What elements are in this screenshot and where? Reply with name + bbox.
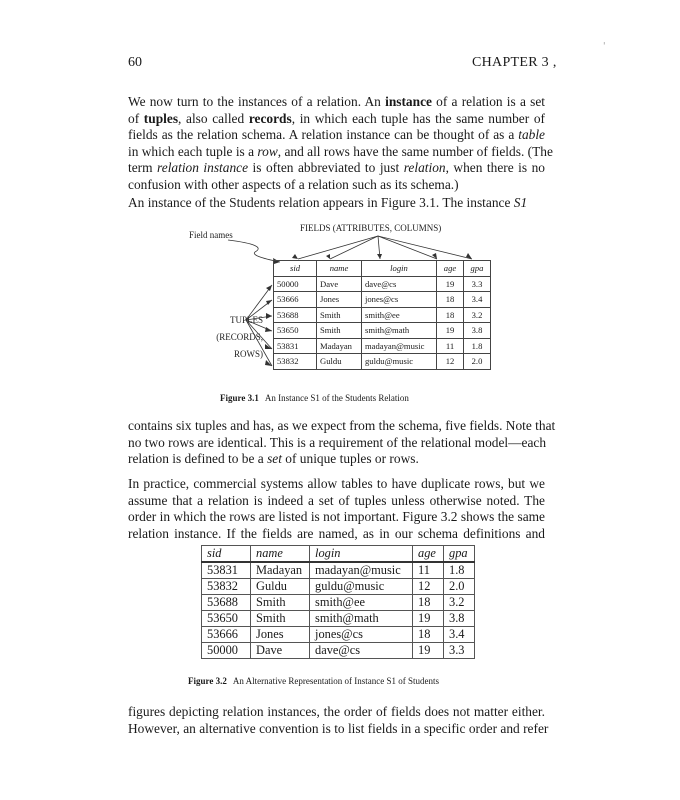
table-row	[202, 562, 475, 579]
students-table-alternative	[201, 545, 475, 659]
fields-arrow	[378, 236, 437, 259]
text-line: assume that a relation is indeed a set of tuples unless otherwise noted. The	[128, 492, 545, 508]
table-cell: 3.2	[444, 595, 475, 611]
table-header-row	[202, 546, 475, 563]
column-header: sid	[202, 546, 251, 563]
table-cell: 11	[437, 338, 464, 354]
table-cell: 3.4	[464, 292, 491, 308]
table-cell: 2.0	[464, 354, 491, 370]
text-line: fields as the relation schema. A relation instance can be thought of as a table	[128, 127, 545, 143]
text-line: confusion with other aspects of a relation such as its schema.)	[128, 176, 459, 192]
column-header: gpa	[464, 261, 491, 277]
table-row	[274, 354, 491, 370]
column-header: name	[317, 261, 362, 277]
column-header: age	[413, 546, 444, 563]
tuples-arrow	[246, 320, 272, 349]
table-cell: madayan@music	[310, 562, 413, 579]
table-cell: 19	[437, 323, 464, 339]
text-line: In practice, commercial systems allow tables to have duplicate rows, but we	[128, 476, 545, 491]
figure-caption: Figure 3.2 An Alternative Representation of Instance S1 of Students	[188, 676, 440, 686]
table-cell: dave@cs	[362, 276, 437, 292]
table-cell: 53666	[202, 627, 251, 643]
table-cell: 53650	[202, 611, 251, 627]
table-cell: Smith	[251, 611, 310, 627]
table-row	[202, 643, 475, 659]
table-row	[202, 627, 475, 643]
students-table-s1	[273, 260, 491, 370]
table-cell: 3.3	[444, 643, 475, 659]
text-line: contains six tuples and has, as we expect from the schema, five fields. Note that	[128, 418, 556, 433]
table-cell: 53688	[202, 595, 251, 611]
table-cell: Smith	[251, 595, 310, 611]
text-line: relation is defined to be a set of unique tuples or rows.	[128, 451, 419, 467]
table-cell: Madayan	[251, 562, 310, 579]
page-number: 60	[128, 55, 142, 70]
table-cell: smith@ee	[310, 595, 413, 611]
table-cell: 50000	[274, 276, 317, 292]
table-row	[274, 292, 491, 308]
tuples-label-line: (RECORDS,	[216, 332, 263, 342]
column-header: name	[251, 546, 310, 563]
table-cell: smith@math	[362, 323, 437, 339]
table-row	[202, 579, 475, 595]
table-cell: 19	[413, 643, 444, 659]
column-header: gpa	[444, 546, 475, 563]
table-header-row	[274, 261, 491, 277]
table-cell: 53832	[202, 579, 251, 595]
table-cell: Guldu	[251, 579, 310, 595]
text-line: no two rows are identical. This is a requirement of the relational model—each	[128, 434, 547, 450]
chapter-title-text: CHAPTER 3	[472, 55, 549, 70]
text-line: figures depicting relation instances, the order of fields does not matter either.	[128, 704, 545, 719]
table-row	[274, 338, 491, 354]
table-cell: 1.8	[464, 338, 491, 354]
text-line: order in which the rows are listed is not important. Figure 3.2 shows the same	[128, 509, 545, 525]
column-header: login	[362, 261, 437, 277]
field-names-arrow	[228, 240, 280, 262]
table-cell: Guldu	[317, 354, 362, 370]
table-cell: 11	[413, 562, 444, 579]
table-cell: jones@cs	[362, 292, 437, 308]
table-cell: Smith	[317, 307, 362, 323]
paragraph-duplicate-rows	[128, 476, 545, 542]
table-cell: 53666	[274, 292, 317, 308]
chapter-mark: ,	[552, 55, 557, 70]
table-cell: 18	[437, 307, 464, 323]
table-cell: 53831	[274, 338, 317, 354]
text-line: We now turn to the instances of a relation. An instance of a relation is a set	[128, 94, 545, 109]
text-line: An instance of the Students relation appears in Figure 3.1. The instance S1	[128, 195, 528, 210]
table-cell: Smith	[317, 323, 362, 339]
fields-arrow	[378, 236, 472, 259]
figure-caption: Figure 3.1 An Instance S1 of the Students Relation	[220, 393, 409, 403]
table-cell: guldu@music	[362, 354, 437, 370]
table-cell: guldu@music	[310, 579, 413, 595]
table-cell: 3.3	[464, 276, 491, 292]
table-cell: 53650	[274, 323, 317, 339]
table-cell: 12	[437, 354, 464, 370]
table-row	[274, 323, 491, 339]
table-cell: jones@cs	[310, 627, 413, 643]
table-cell: 2.0	[444, 579, 475, 595]
table-row	[274, 276, 491, 292]
table-cell: 3.8	[444, 611, 475, 627]
column-header: sid	[274, 261, 317, 277]
table-cell: dave@cs	[310, 643, 413, 659]
table-cell: 3.2	[464, 307, 491, 323]
table-cell: smith@math	[310, 611, 413, 627]
column-header: login	[310, 546, 413, 563]
tuples-label-line: TUPLES	[229, 315, 263, 325]
table-cell: 53688	[274, 307, 317, 323]
table-cell: 18	[437, 292, 464, 308]
text-line: relation instance. If the fields are named, as in our schema definitions and	[128, 525, 545, 541]
text-line: of tuples, also called records, in which each tuple has the same number of	[128, 110, 545, 126]
table-cell: 53831	[202, 562, 251, 579]
table-row	[202, 611, 475, 627]
corner-mark: '	[603, 42, 606, 52]
table-cell: Dave	[317, 276, 362, 292]
table-cell: Dave	[251, 643, 310, 659]
tuples-arrow	[246, 320, 272, 366]
table-cell: 50000	[202, 643, 251, 659]
table-row	[202, 595, 475, 611]
table-row	[274, 307, 491, 323]
table-cell: 3.8	[464, 323, 491, 339]
table-cell: 19	[413, 611, 444, 627]
text-line: However, an alternative convention is to list fields in a specific order and refer	[128, 720, 549, 736]
column-header: age	[437, 261, 464, 277]
table-cell: Madayan	[317, 338, 362, 354]
paragraph-six-tuples	[128, 418, 556, 468]
table-cell: 18	[413, 595, 444, 611]
tuples-label-line: ROWS)	[234, 349, 263, 359]
table-cell: smith@ee	[362, 307, 437, 323]
table-cell: 18	[413, 627, 444, 643]
table-cell: 53832	[274, 354, 317, 370]
field-names-label: Field names	[189, 230, 233, 240]
paragraph-field-order	[128, 704, 549, 737]
text-line: in which each tuple is a row, and all rows have the same number of fields. (The	[128, 143, 553, 159]
table-cell: 3.4	[444, 627, 475, 643]
fields-label: FIELDS (ATTRIBUTES, COLUMNS)	[300, 223, 442, 233]
table-cell: madayan@music	[362, 338, 437, 354]
text-line: term relation instance is often abbreviated to just relation, when there is no	[128, 160, 545, 176]
table-cell: 19	[437, 276, 464, 292]
table-cell: 12	[413, 579, 444, 595]
table-cell: Jones	[317, 292, 362, 308]
table-cell: Jones	[251, 627, 310, 643]
table-cell: 1.8	[444, 562, 475, 579]
